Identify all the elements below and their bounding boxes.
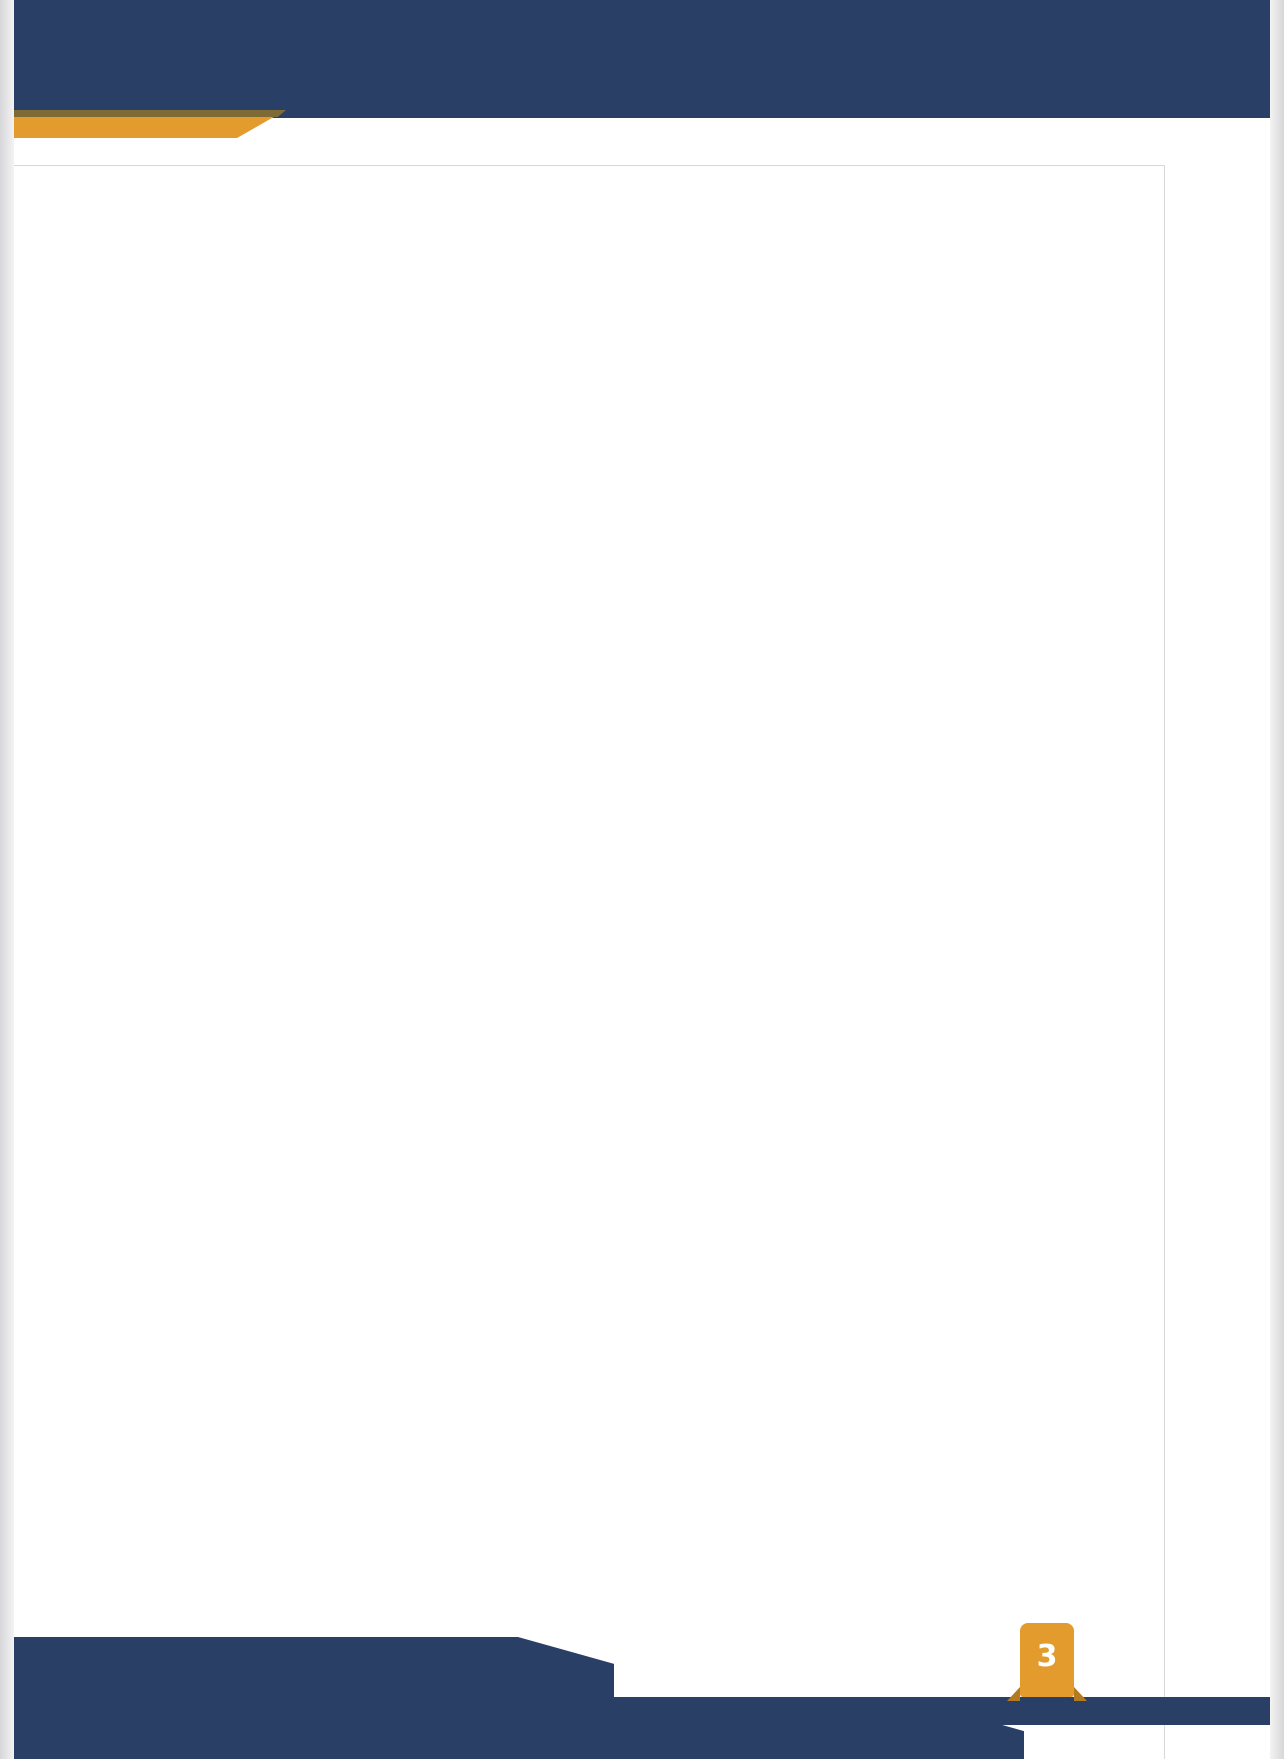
page-gutter-left xyxy=(0,0,14,1759)
table-of-contents xyxy=(14,150,1270,1759)
page-number-tab xyxy=(1020,1623,1074,1697)
toc-section-row[interactable] xyxy=(132,150,1164,1759)
page-gutter-right xyxy=(1270,0,1284,1759)
page-header-bar xyxy=(14,0,1270,118)
header-tab-shadow xyxy=(14,110,286,117)
page-footer xyxy=(14,1629,1270,1759)
footer-shape-bottom xyxy=(14,1697,1024,1759)
page-number-label: 3 xyxy=(1036,1639,1058,1674)
toc-section-page-number xyxy=(0,166,1164,1759)
page-tab-foot-left xyxy=(1007,1687,1020,1701)
